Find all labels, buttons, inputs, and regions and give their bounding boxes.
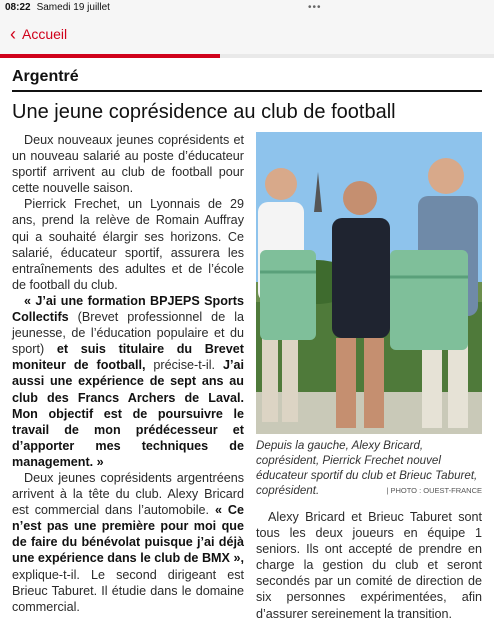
status-time: 08:22 (5, 1, 31, 13)
nav-bar (0, 14, 494, 54)
photo-illustration (256, 132, 482, 434)
more-dots-icon[interactable]: ••• (308, 2, 322, 13)
body-text: Deux jeunes coprésidents argentréens arrivent à la tête du club. Alexy Bricard est commercial dans l’automobile. (12, 470, 244, 518)
article-columns (12, 132, 482, 622)
paragraph-quote-educator (12, 293, 244, 470)
photo-caption: Depuis la gauche, Alexy Bricard, coprésident, Pierrick Frechet nouvel éducateur sportif du club et Brieuc Taburet, coprésident. (256, 439, 478, 497)
body-text: explique-t-il. Le second dirigeant est Brieuc Taburet. Il étudie dans le domaine commercial. (12, 567, 244, 614)
back-button[interactable]: Accueil (22, 26, 68, 42)
body-text: précise-t-il. (145, 358, 223, 373)
paragraph-copresidents (12, 470, 244, 615)
status-bar (0, 0, 494, 14)
article-headline: Une jeune coprésidence au club de football (12, 101, 396, 123)
quote-text: « J’ai une formation BPJEPS Sports Collectifs (12, 293, 244, 325)
chevron-left-icon[interactable]: ‹ (10, 24, 16, 44)
progress-divider (0, 54, 494, 58)
body-text: (Brevet professionnel de la jeunesse, de l’éducation populaire et du sport) (12, 310, 244, 357)
section-title: Argentré (12, 68, 482, 92)
quote-text: J’ai aussi une expérience de sept ans au club des Francs Archers de Laval. Mon objectif est de poursuivre le travail de mon prédécesseur et d’apporter mes techniques de management. » (12, 358, 244, 469)
left-column (12, 132, 244, 622)
paragraph-educator: Pierrick Frechet, un Lyonnais de 29 ans, prend la relève de Romain Auffray qui a souhaité élargir ses horizons. Ce salarié, éducateur sportif, assurera les entraînements des adultes et de l’école de football du club. (12, 197, 244, 292)
quote-text: et suis titulaire du Brevet moniteur de football, (12, 342, 244, 373)
article (0, 68, 494, 622)
article-photo[interactable] (256, 132, 482, 434)
paragraph-players: Alexy Bricard et Brieuc Taburet sont tous les deux joueurs en équipe 1 seniors. Ils ont accepté de prendre en charge la gestion du club et seront secondés par un comité de direction de six personnes expérimentées, afin d’assurer sereinement la transition. (256, 510, 482, 621)
right-column (256, 132, 482, 622)
status-date: Samedi 19 juillet (36, 1, 110, 13)
quote-text: « Ce n’est pas une première pour moi que de faire du bénévolat puisque j’ai déjà une expérience dans le club de BMX », (12, 503, 244, 566)
photo-credit: | PHOTO : OUEST-FRANCE (386, 486, 482, 495)
paragraph-intro: Deux nouveaux jeunes coprésidents et un nouveau salarié au poste d’éducateur sportif arrivent au club de football pour cette nouvelle saison. (12, 133, 244, 196)
